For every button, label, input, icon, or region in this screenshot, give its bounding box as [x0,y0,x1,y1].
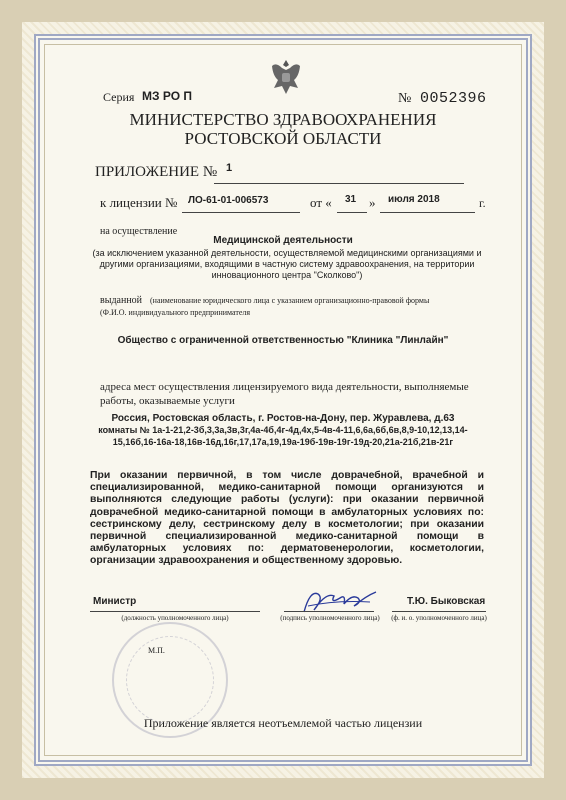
form-number: 0052396 [420,90,487,107]
footer-note: Приложение является неотъемлемой частью лицензии [143,716,423,730]
signature-caption: (подпись уполномоченного лица) [280,614,380,622]
services-text: При оказании первичной, в том числе доврачебной, врачебной и специализированной, медико-санитарной помощи организуются и выполняются следующие работы (услуги): при оказании первичной доврачебной медико-санитарной помощи в амбулаторных условиях по: сестринскому делу, сестринскому делу в косметологии; при оказании первичной специализированной медико-санитарной помощи в амбулаторных условиях по: дерматовенерологии, косметологии, организации здравоохранения и общественному здоровью. [90,470,484,567]
issued-note-line2: (Ф.И.О. индивидуального предпринимателя [100,308,251,317]
appendix-number-line [214,183,464,184]
address-label-line2: работы, оказываемые услуги [100,395,235,407]
address-line3: 15,16б,16-16а-18,16в-16д,16г,17,17а,19,19а-19б-19в-19г-19д-20,21а-21б,21в-21г [112,437,454,447]
day-line [337,212,367,213]
activity-label: на осуществление [100,226,178,237]
address-label-line1: адреса мест осуществления лицензируемого вида деятельности, выполняемые [100,381,469,393]
coat-of-arms-icon [266,56,306,100]
appendix-number: 1 [226,162,233,174]
address-line1: Россия, Ростовская область, г. Ростов-на-Дону, пер. Журавлева, д.63 [111,413,455,424]
close-quote: » [369,195,376,210]
series-value: МЗ РО П [142,89,192,103]
organization-name: Общество с ограниченной ответственностью "Клиника "Линлайн" [117,335,449,346]
license-label: к лицензии № [100,195,178,210]
activity-description: (за исключением указанной деятельности, осуществляемой медицинскими организациями и другими организациями, входящими в частную систему здравоохранения, на территории инновационного центра "Сколково") [92,248,482,280]
license-number-line [182,212,300,213]
signature-line [284,611,374,612]
ministry-title-line1: МИНИСТЕРСТВО ЗДРАВООХРАНЕНИЯ [129,110,437,129]
issued-note-line1: (наименование юридического лица с указанием организационно-правовой формы [150,296,430,305]
name-caption: (ф. и. о. уполномоченного лица) [391,614,487,622]
number-label: № [398,91,412,106]
name-line [392,611,486,612]
series-label: Серия [103,90,135,104]
year-suffix: г. [479,196,486,210]
position-caption: (должность уполномоченного лица) [121,614,229,622]
signatory-name: Т.Ю. Быковская [407,596,486,607]
license-number: ЛО-61-01-006573 [188,195,269,206]
position-line [90,611,260,612]
signatory-position: Министр [93,596,137,607]
license-day: 31 [345,194,357,205]
activity-title: Медицинской деятельности [213,235,353,246]
stamp-place-label: М.П. [148,646,165,655]
appendix-label: ПРИЛОЖЕНИЕ № [95,164,218,180]
ministry-title-line2: РОСТОВСКОЙ ОБЛАСТИ [184,129,382,148]
issued-label: выданной [100,295,143,306]
from-label: от « [310,195,332,210]
license-month-year: июля 2018 [388,194,440,205]
month-line [380,212,475,213]
address-line2: комнаты № 1а-1-21,2-3б,3,3а,3в,3г,4а-4б,4г-4д,4х,5-4в-4-11,6,6а,6б,6в,8,9-10,12,13,14- [98,425,468,435]
